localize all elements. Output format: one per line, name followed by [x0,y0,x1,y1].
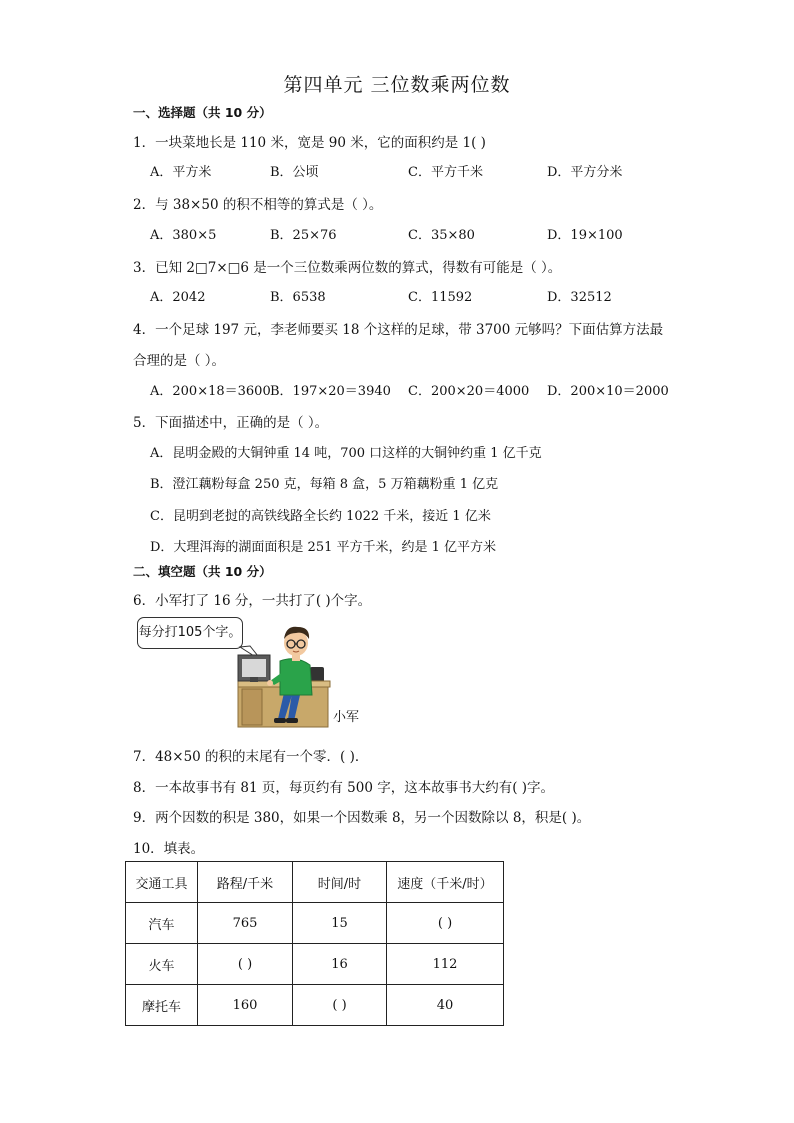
q4-option-d: D．200×10＝2000 [547,384,669,399]
question-7-stem: 7．48×50 的积的末尾有一个零．( )． [133,749,369,765]
question-2-stem: 2．与 38×50 的积不相等的算式是（ ）。 [133,197,383,213]
table-cell: 40 [387,985,504,1026]
q2-option-c: C．35×80 [408,228,475,243]
boy-at-computer-illustration [200,615,340,730]
question-4-stem-line1: 4．一个足球 197 元，李老师要买 18 个这样的足球，带 3700 元够吗？下面估算方法最 [133,322,664,338]
q3-option-a: A．2042 [150,290,206,305]
table-blank-cell[interactable]: ( ) [387,903,504,944]
question-5-stem: 5．下面描述中，正确的是（ ）。 [133,415,329,431]
speech-bubble: 每分打105个字。 [137,617,243,649]
character-name-label: 小军 [333,710,360,725]
question-1-stem: 1．一块菜地长是 110 米，宽是 90 米，它的面积约是 1( ) [133,135,486,151]
speed-table [125,861,504,1026]
q5-option-c: C．昆明到老挝的高铁线路全长约 1022 千米，接近 1 亿米 [150,509,491,524]
q2-option-a: A．380×5 [150,228,217,243]
question-9-stem: 9．两个因数的积是 380，如果一个因数乘 8，另一个因数除以 8，积是( )。 [133,810,591,826]
q5-option-b: B．澄江藕粉每盒 250 克，每箱 8 盒，5 万箱藕粉重 1 亿克 [150,477,499,492]
table-cell: 15 [293,903,387,944]
table-cell: 汽车 [126,903,198,944]
table-header-row [126,862,504,903]
q5-option-a: A．昆明金殿的大铜钟重 14 吨，700 口这样的大铜钟约重 1 亿千克 [150,446,542,461]
question-8-stem: 8．一本故事书有 81 页，每页约有 500 字，这本故事书大约有( )字。 [133,780,555,796]
q1-option-c: C．平方千米 [408,165,483,180]
table-header-cell: 速度（千米/时） [387,862,504,903]
section-heading-fill: 二、填空题（共 10 分） [133,564,272,579]
q4-option-c: C．200×20＝4000 [408,384,530,399]
q2-option-b: B．25×76 [270,228,337,243]
q1-option-d: D．平方分米 [547,165,623,180]
q3-option-c: C．11592 [408,290,473,305]
table-blank-cell[interactable]: ( ) [293,985,387,1026]
q1-option-a: A．平方米 [150,165,212,180]
q4-option-a: A．200×18＝3600 [150,384,271,399]
q5-option-d: D．大理洱海的湖面面积是 251 平方千米，约是 1 亿平方米 [150,540,497,555]
q4-option-b: B．197×20＝3940 [270,384,391,399]
table-cell: 765 [198,903,293,944]
q3-option-b: B．6538 [270,290,326,305]
question-6-stem: 6．小军打了 16 分，一共打了( )个字。 [133,593,372,609]
table-row [126,985,504,1026]
table-cell: 火车 [126,944,198,985]
table-cell: 摩托车 [126,985,198,1026]
question-10-stem: 10．填表。 [133,841,205,857]
table-cell: 112 [387,944,504,985]
section-heading-choice: 一、选择题（共 10 分） [133,105,272,120]
table-row [126,944,504,985]
q3-option-d: D．32512 [547,290,612,305]
table-row [126,903,504,944]
question-3-stem: 3．已知 2□7×□6 是一个三位数乘两位数的算式，得数有可能是（ ）。 [133,260,562,276]
table-blank-cell[interactable]: ( ) [198,944,293,985]
q2-option-d: D．19×100 [547,228,623,243]
table-cell: 16 [293,944,387,985]
question-4-stem-line2: 合理的是（ ）。 [133,353,226,369]
table-header-cell: 时间/时 [293,862,387,903]
table-header-cell: 路程/千米 [198,862,293,903]
table-header-cell: 交通工具 [126,862,198,903]
page-title: 第四单元 三位数乘两位数 [283,74,511,96]
table-cell: 160 [198,985,293,1026]
q1-option-b: B．公顷 [270,165,319,180]
